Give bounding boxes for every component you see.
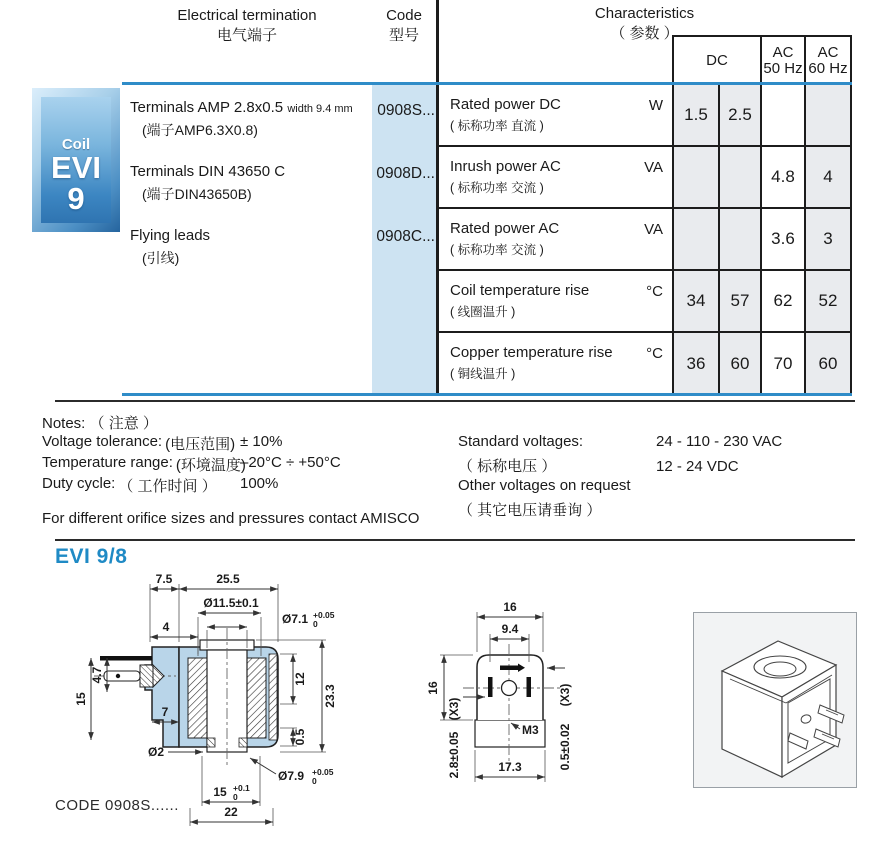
termination-row-din [130,163,372,204]
subheader-ac60 [804,37,852,85]
header-characteristics-zh: （ 参数 ） [610,25,679,42]
badge-coil-label: Coil [61,135,91,153]
seal-left [207,738,215,747]
value-cell: 57 [718,271,760,333]
characteristics-table [437,85,852,395]
char-name: Copper temperature rise [450,344,613,361]
note-label: Voltage tolerance: [42,433,163,450]
value-cell: 52 [804,271,852,333]
cross-section-drawing [50,570,390,832]
table-row-desc [437,209,672,271]
value-cell [672,209,718,271]
subheader-dc [672,37,760,85]
termination-name-zh: (端子AMP6.3X0.8) [142,122,258,138]
value-cell: 34 [672,271,718,333]
value-cell [672,147,718,209]
value-cell: 60 [718,333,760,395]
dim-tolerance: +0.05 [312,767,334,777]
char-unit: °C [646,283,663,300]
note-value: ± 10% [240,433,283,450]
table-bottom-border [122,393,852,396]
notes-section [42,412,442,527]
value-cell: 3 [804,209,852,271]
note-label-zh: (电压范围) [165,436,236,453]
char-name: Coil temperature rise [450,282,590,299]
value-cell: 60 [804,333,852,395]
standard-voltages-label: Standard voltages: [458,433,584,450]
notes-title-en: Notes: [42,415,86,432]
contact-note: For different orifice sizes and pressures contact AMISCO [42,510,420,527]
dim-label: 0.5 [293,728,307,746]
subheader-ac50 [760,37,804,85]
char-name-zh: ( 线圈温升 ) [450,305,516,319]
value-cell: 36 [672,333,718,395]
dim-label: 16 [503,600,517,614]
value-cell: 1.5 [672,85,718,147]
note-value: –20°C ÷ +50°C [240,454,341,471]
value-cell: 2.5 [718,85,760,147]
top-view-drawing [413,592,658,802]
table-row-desc [437,147,672,209]
dim-tolerance: 0 [312,776,317,786]
winding-right-hatch [247,658,266,738]
termination-row-leads [130,227,372,268]
value-cell: 3.6 [760,209,804,271]
dim-label: 25.5 [216,572,240,586]
char-name: Rated power AC [450,220,560,237]
header-characteristics-en: Characteristics [594,5,695,22]
note-label: Duty cycle: [42,475,116,492]
drawing-title: EVI 9/8 [55,545,128,568]
value-cell: 70 [760,333,804,395]
char-name-zh: ( 标称功率 交流 ) [450,181,544,195]
standard-voltages-ac: 24 - 110 - 230 VAC [656,433,783,450]
dim-tolerance: 0 [233,792,238,802]
termination-name-zh: (引线) [142,250,180,266]
dim-tolerance: +0.05 [313,610,335,620]
horizontal-rule [55,400,855,402]
note-label: Temperature range: [42,454,173,471]
termination-name: Terminals AMP 2.8x0.5 [130,99,284,116]
value-cell [760,85,804,147]
standard-voltages-label-zh: （ 标称电压 ） [458,458,557,475]
value-cell: 62 [760,271,804,333]
char-name: Rated power DC [450,96,561,113]
note-value: 100% [240,475,279,492]
pin-left [488,677,493,697]
header-code-en: Code [386,7,422,24]
value-cell [804,85,852,147]
dim-label: 15 [74,692,88,706]
code-column [372,85,436,395]
horizontal-rule [55,539,855,541]
center-hole [502,681,517,696]
dim-label: 7 [161,705,169,719]
dim-label: 12 [293,672,307,686]
note-line [42,433,442,454]
note-label-zh: (环境温度) [175,457,246,474]
char-unit: VA [644,159,663,176]
dim-tolerance: +0.1 [233,783,250,793]
dim-label: 23.3 [323,684,337,708]
dim-label: M3 [522,723,539,737]
header-code-zh: 型号 [388,27,419,44]
pin-top [500,666,518,671]
code-value: 0908C... [376,228,435,245]
case-hatch [269,654,277,740]
termination-name: Terminals DIN 43650 C [130,163,286,180]
code-value: 0908S... [377,102,435,119]
header-termination-zh: 电气端子 [216,27,277,44]
char-name: Inrush power AC [450,158,561,175]
subheader-ac60-line1: AC [817,44,839,61]
coil-badge [32,88,120,232]
dim-label: Ø11.5±0.1 [203,596,259,610]
terminal-blade [100,656,152,661]
badge-series-label: EVI [51,149,101,185]
char-unit: °C [646,345,663,362]
termination-row-amp [130,99,372,140]
drawing-code-label: CODE 0908S...... [55,797,179,814]
header-termination-en: Electrical termination [177,7,317,24]
char-name-zh: ( 标称功率 直流 ) [450,119,544,133]
dim-label: 2.8±0.05 [447,731,461,779]
dim-label: 17.3 [498,760,522,774]
dim-label: 0.5±0.02 [558,723,572,771]
char-name-zh: ( 标称功率 交流 ) [450,243,544,257]
terminal-pin [104,671,140,681]
other-voltages-note-zh: （ 其它电压请垂询 ） [458,502,602,519]
value-cell: 4.8 [760,147,804,209]
notes-title-zh: （ 注意 ） [89,415,158,432]
termination-name-zh: (端子DIN43650B) [142,186,252,202]
value-cell [718,209,760,271]
table-row-desc [437,271,672,333]
dim-label: (X3) [447,697,461,721]
standard-voltages-dc: 12 - 24 VDC [656,458,739,475]
char-unit: W [648,97,663,114]
dim-label: Ø7.9 [278,769,305,783]
dim-label: Ø7.1 [282,612,309,626]
subheader-ac60-line2: 60 Hz [808,60,848,77]
subheader-row [672,35,852,85]
column-header-termination [122,6,372,46]
table-row-desc [437,333,672,395]
coil-3d-drawing [694,613,856,787]
subheader-ac50-line2: 50 Hz [763,60,803,77]
subheader-dc-label: DC [706,52,728,69]
dim-label: 7.5 [155,572,173,586]
coil-badge-inner [41,97,111,223]
dim-label: 4 [162,620,170,634]
seal-right [239,738,247,747]
note-line [42,475,442,496]
note-line [42,454,442,475]
dim-label: 16 [426,681,440,695]
mounting-bracket-shape [145,647,179,747]
dim-label: 15 [213,785,227,799]
column-header-code [370,6,438,46]
code-value: 0908D... [376,165,435,182]
dim-label: Ø2 [148,745,165,759]
termination-name: Flying leads [130,227,211,244]
note-label-zh: （ 工作时间 ） [118,478,217,495]
other-voltages-note: Other voltages on request [458,477,631,494]
dim-label: 22 [224,805,238,819]
badge-size-label: 9 [67,180,85,216]
char-unit: VA [644,221,663,238]
coil-3d-panel [693,612,857,788]
dim-tolerance: 0 [313,619,318,629]
winding-left-hatch [188,658,207,738]
value-cell [718,147,760,209]
subheader-ac50-line1: AC [772,44,794,61]
pin-nut [140,665,153,687]
dim-label: 4.7 [90,666,104,684]
dim-label: 9.4 [501,622,519,636]
table-row-desc [437,85,672,147]
value-cell: 4 [804,147,852,209]
pin-hole [116,674,120,678]
pin-right [527,677,532,697]
voltages-section [458,433,858,521]
char-name-zh: ( 铜线温升 ) [450,367,516,381]
termination-note: width 9.4 mm [287,103,353,115]
dim-label: (X3) [558,683,572,707]
